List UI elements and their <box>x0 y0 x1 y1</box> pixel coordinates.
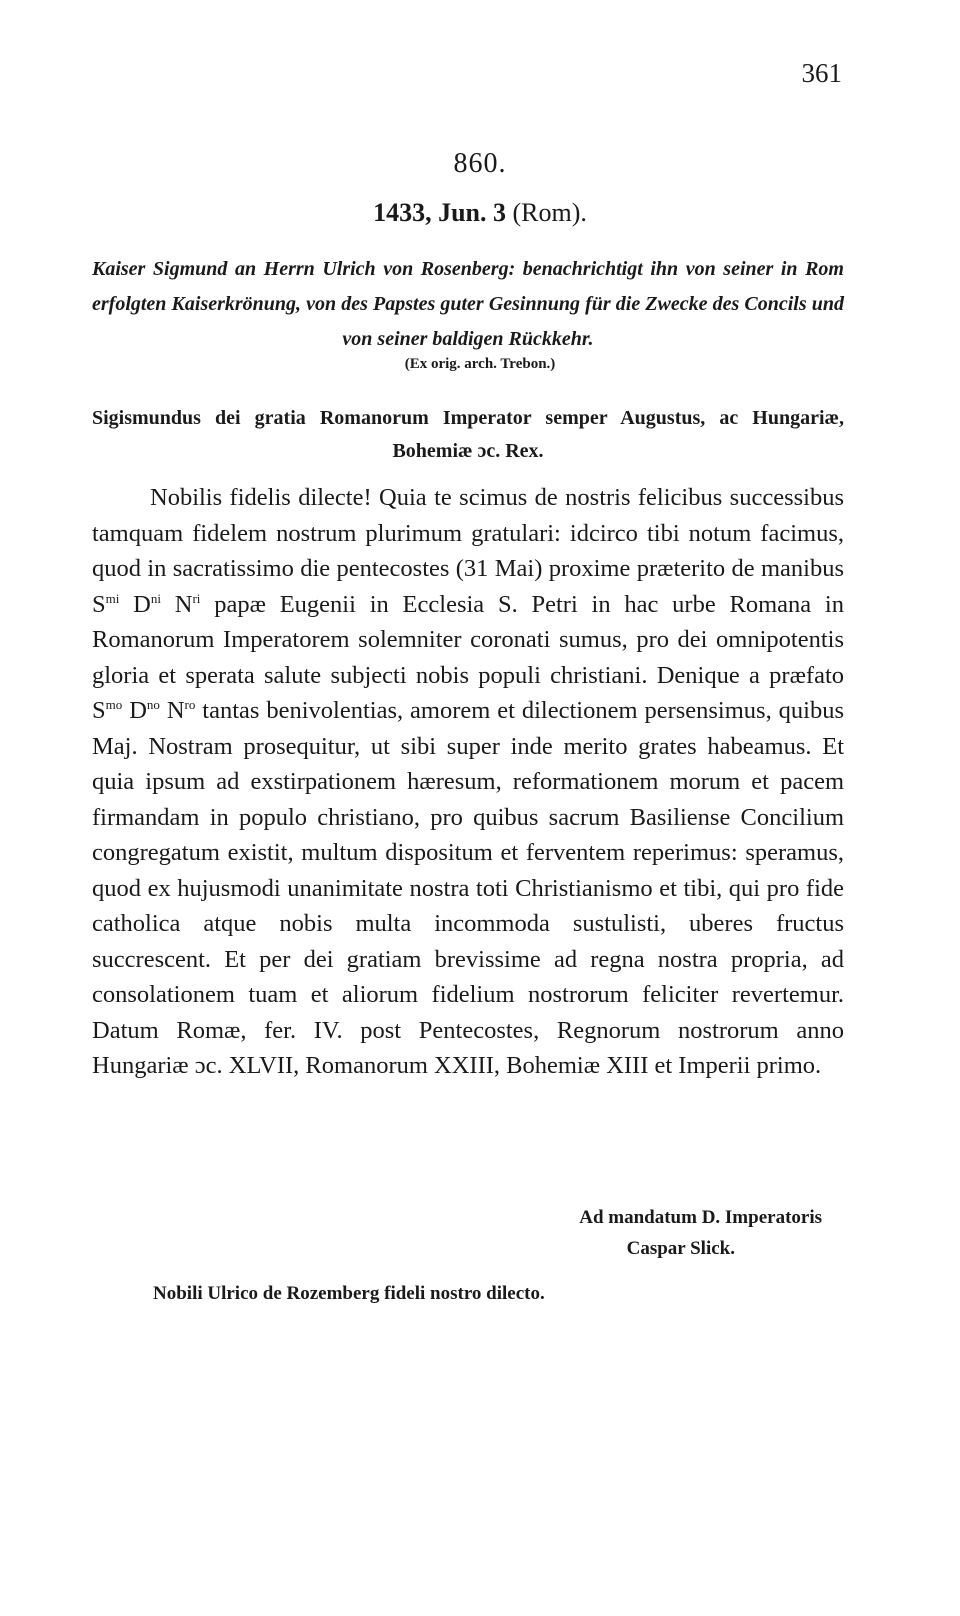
address-line: Nobili Ulrico de Rozemberg fideli nostro dilecto. <box>153 1283 545 1304</box>
document-date <box>0 198 960 228</box>
abbrev-sup-2: ni <box>150 590 161 606</box>
letter-body <box>92 480 844 1084</box>
letter-text-5: D <box>122 697 147 724</box>
document-number: 860. <box>453 148 507 179</box>
letter-text-2: D <box>119 590 151 618</box>
page-number: 361 <box>801 58 842 88</box>
subscription-mandate: Ad mandatum D. Imperatoris <box>579 1207 822 1228</box>
letter-text-4: papæ Eugenii in Ecclesia S. Petri in hac urbe Romana in Romanorum Imperatorem solemniter coronati sumus, pro dei omnipotentis gloria et sperata salute subjecti nobis populi christiani. Denique a præfato S <box>92 590 844 724</box>
date-text: 1433, Jun. 3 <box>373 198 507 227</box>
letter-text-3: N <box>160 590 193 618</box>
letter-text-7: tantas benivolentias, amorem et dilectionem persensimus, quibus Maj. Nostram prosequitur, ut sibi super inde merito grates habeamus. Et quia ipsum ad exstirpationem hæresum, reformationem morum et pacem firmandam in populo christiano, pro quibus sacrum Basiliense Concilium congregatum existit, multum dispositum et ferventem reperimus: speramus, quod ex hujusmodi unanimitate nostra toti Christianismo et tibi, qui pro fide catholica atque nobis multa incommoda sustulisti, uberes fructus succrescent. Et per dei gratiam brevissime ad regna nostra propria, ad consolationem tuam et aliorum fidelium nostrorum feliciter revertemur. Datum Romæ, fer. IV. post Pentecostes, Regnorum nostrorum anno Hungariæ ɔc. XLVII, Romanorum XXIII, Bohemiæ XIII et Imperii primo. <box>92 697 844 1079</box>
date-place: (Rom). <box>512 198 587 227</box>
letter-text-6: N <box>159 697 185 724</box>
intitulatio: Sigismundus dei gratia Romanorum Imperator semper Augustus, ac Hungariæ, Bohemiæ ɔc. Rex. <box>92 407 844 462</box>
abbrev-sup-3: ri <box>192 590 201 606</box>
abbrev-sup-5: no <box>146 696 160 712</box>
abbrev-sup-4: mo <box>105 696 123 712</box>
letter-text-1: Nobilis fidelis dilecte! Quia te scimus de nostris felicibus successibus tamquam fidelem nostrum plurimum gratulari: idcirco tibi notum facimus, quod in sacratissimo die pentecostes (31 Mai) proxime præterito de manibus S <box>92 484 844 618</box>
source-note: (Ex orig. arch. Trebon.) <box>404 356 556 372</box>
abbrev-sup-6: ro <box>184 696 196 712</box>
abbrev-sup-1: mi <box>105 590 120 606</box>
regest-summary: Kaiser Sigmund an Herrn Ulrich von Rosenberg: benachrichtigt ihn von seiner in Rom erfolgten Kaiserkrönung, von des Papstes guter Gesinnung für die Zwecke des Concils und von seiner baldigen Rückkehr. <box>92 258 844 350</box>
subscription-signer: Caspar Slick. <box>626 1238 735 1259</box>
